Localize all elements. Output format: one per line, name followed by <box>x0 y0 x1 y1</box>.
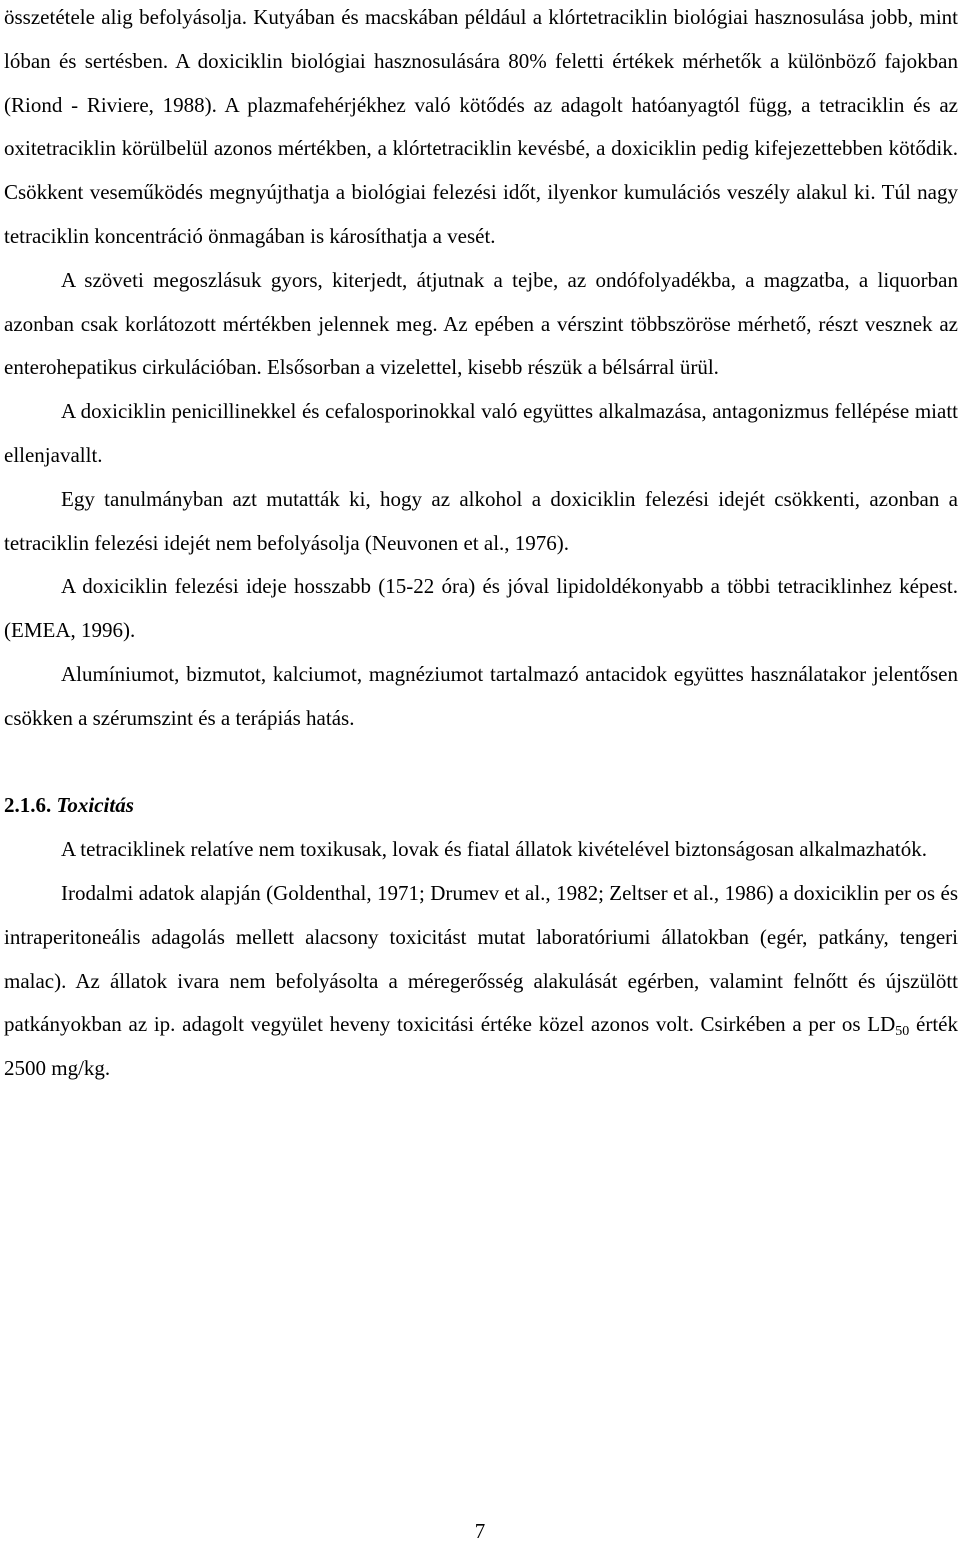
page-number: 7 <box>474 1519 486 1543</box>
toxicity-text: Irodalmi adatok alapján (Goldenthal, 1971; Drumev et al., 1982; Zeltser et al., 1986) a doxiciklin per os és intraperitoneális adagolás mellett alacsony toxicitást mutat laboratóriumi állatokban (egér, patkány, tengeri malac). Az állatok ivara nem befolyásolta a méregerősség alakulását egérben, valamint felnőtt és újszülött patkányokban az ip. adagolt vegyület heveny toxicitási értéke közel azonos volt. Csirkében a per os LD <box>4 880 958 1037</box>
ld-subscript: 50 <box>895 1024 910 1040</box>
section-title: Toxicitás <box>56 793 134 818</box>
paragraph-alcohol-study: Egy tanulmányban azt mutatták ki, hogy az alkohol a doxiciklin felezési idejét csökkenti, azonban a tetraciklin felezési idejét nem befolyásolja (Neuvonen et al., 1976). <box>4 486 958 555</box>
paragraph-toxicity-data <box>4 872 958 1091</box>
paragraph-pharmacokinetics: összetétele alig befolyásolja. Kutyában és macskában például a klórtetraciklin biológiai hasznosulása jobb, mint lóban és sertésben. A doxiciklin biológiai hasznosulására 80% feletti értékek mérhetők a különböző fajokban (Riond - Riviere, 1988). A plazmafehérjékhez való kötődés az adagolt hatóanyagtól függ, a tetraciklin és az oxitetraciklin körülbelül azonos mértékben, a klórtetraciklin kevésbé, a doxiciklin pedig kifejezettebben kötődik. Csökkent veseműködés megnyújthatja a biológiai felezési időt, ilyenkor kumulációs veszély alakul ki. Túl nagy tetraciklin koncentráció önmagában is károsíthatja a vesét. <box>4 5 958 248</box>
section-number: 2.1.6. <box>4 793 52 818</box>
paragraph-toxicity-intro: A tetraciklinek relatíve nem toxikusak, lovak és fiatal állatok kivételével biztonságosan alkalmazhatók. <box>61 837 927 862</box>
section-heading <box>4 784 958 828</box>
paragraph-antacids: Alumíniumot, bizmutot, kalciumot, magnéziumot tartalmazó antacidok együttes használatakor jelentősen csökken a szérumszint és a terápiás hatás. <box>4 661 958 730</box>
paragraph-distribution: A szöveti megoszlásuk gyors, kiterjedt, átjutnak a tejbe, az ondófolyadékba, a magzatba, a liquorban azonban csak korlátozott mértékben jelennek meg. Az epében a vérszint többszöröse mérhető, részt vesznek az enterohepatikus cirkulációban. Elsősorban a vizelettel, kisebb részük a bélsárral ürül. <box>4 267 958 380</box>
document-page <box>4 0 958 1091</box>
ld-value-text: érték 2500 mg/kg. <box>4 1012 958 1081</box>
paragraph-contraindication: A doxiciklin penicillinekkel és cefalosporinokkal való együttes alkalmazása, antagonizmus fellépése miatt ellenjavallt. <box>4 399 958 467</box>
paragraph-half-life: A doxiciklin felezési ideje hosszabb (15-22 óra) és jóval lipidoldékonyabb a többi tetraciklinhez képest. (EMEA, 1996). <box>4 574 958 643</box>
